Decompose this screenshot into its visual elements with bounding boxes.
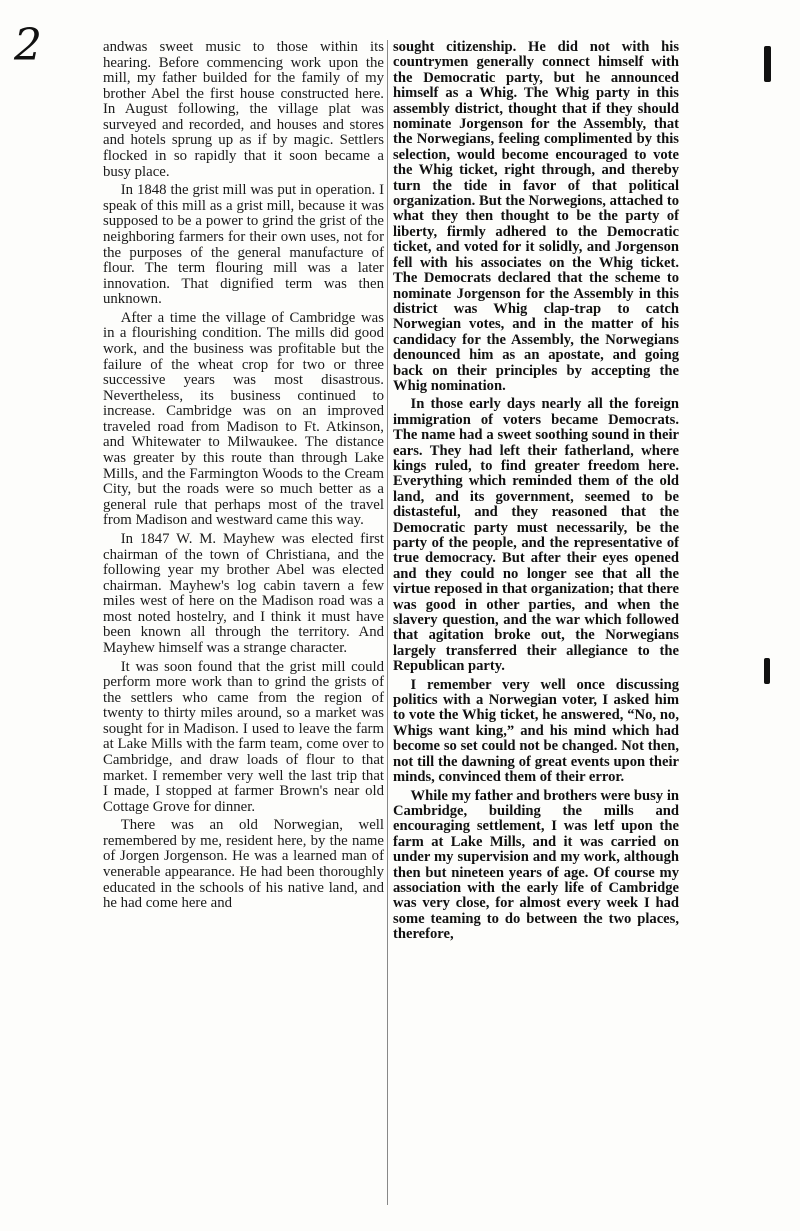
paragraph: andwas sweet music to those within its hearing. Before commencing work upon the mill, my father builded for the family of my brother Abel the first house constructed here. In August following, the village plat was surveyed and recorded, and houses and stores and hotels sprung up as if by magic. Settlers flocked in so rapidly that it soon became a busy place. bbox=[103, 39, 384, 180]
paragraph: While my father and brothers were busy in Cambridge, building the mills and encouraging settlement, I was letf upon the farm at Lake Mills, and it was carried on under my supervision and my work, although then but nineteen years of age. Of course my association with the early life of Cambridge was very close, for almost every week I had some teaming to do between the two places, therefore, bbox=[393, 787, 679, 943]
paragraph: I remember very well once discussing politics with a Norwegian voter, I asked him to vote the Whig ticket, he answered, “No, no, Whigs want king,” and his mind which had become so set could not be changed. Not then, not till the dawning of great events upon their minds, convinced them of their error. bbox=[393, 676, 679, 786]
paragraph: It was soon found that the grist mill could perform more work than to grind the grists of the settlers who came from the region of twenty to thirty miles around, so a market was sought for in Madison. I used to leave the farm at Lake Mills with the farm team, come over to Cambridge, and draw loads of flour to that market. I remember very well the last trip that I made, I stopped at farmer Brown's near old Cottage Grove for dinner. bbox=[103, 658, 384, 815]
paragraph: In 1848 the grist mill was put in operation. I speak of this mill as a grist mill, because it was supposed to be a power to grind the grist of the neighboring farmers for their own uses, not for the purposes of the general manufacture of flour. The term flouring mill was a later innovation. That dignified term was then unknown. bbox=[103, 182, 384, 308]
paragraph: In 1847 W. M. Mayhew was elected first chairman of the town of Christiana, and the following year my brother Abel was elected chairman. Mayhew's log cabin tavern a few miles west of here on the Madison road was a most noted hostelry, and I think it must have been known all through the territory. And Mayhew himself was a strange character. bbox=[103, 530, 384, 656]
scan-mark bbox=[764, 46, 771, 82]
scan-mark bbox=[764, 658, 770, 684]
paragraph: In those early days nearly all the foreign immigration of voters became Democrats. The name had a sweet soothing sound in their ears. They had left their fatherland, where kings ruled, to find greater freedom here. Everything which reminded them of the old land, and its government, seemed to be distasteful, and they reasoned that the Democratic party must necessarily, be the party of the people, and the representative of true democracy. But after their eyes opened and they could no longer see that all the virtue reposed in that organization; that there was good in other parties, and when the slavery question, and the war which followed that agitation broke out, the Norwegians largely transferred their allegiance to the Republican party. bbox=[393, 396, 679, 675]
page-number: 2 bbox=[14, 20, 42, 71]
paragraph: sought citizenship. He did not with his countrymen generally connect himself with the Democratic party, but he announced himself as a Whig. The Whig party in this assembly district, thought that if they should nominate Jorgenson for the Assembly, that the Norwegians, feeling complimented by this selection, would become encouraged to vote the Whig ticket, right through, and thereby turn the tide in favor of that political organization. But the Norwegions, attached to what they then thought to be the party of liberty, firmly adhered to the Democratic ticket, and voted for it solidly, and Jorgenson fell with his associates on the Whig ticket. The Democrats declared that the scheme to nominate Jorgenson for the Assembly in this district was Whig clap-trap to catch Norwegian votes, and in the matter of his candidacy for the Assembly, the Norwegians denounced him as an apostate, and going back on their principles by accepting the Whig nomination. bbox=[393, 39, 679, 394]
paragraph: There was an old Norwegian, well remembered by me, resident here, by the name of Jorgen Jorgenson. He was a learned man of venerable appearance. He had been thoroughly educated in the schools of his native land, and he had come here and bbox=[103, 817, 384, 912]
column-divider bbox=[387, 40, 388, 1205]
left-column bbox=[103, 40, 384, 1208]
right-column bbox=[393, 40, 679, 1208]
paragraph: After a time the village of Cambridge was in a flourishing condition. The mills did good work, and the business was profitable but the failure of the wheat crop for two or three successive years was most disastrous. Nevertheless, its business continued to increase. Cambridge was on an improved traveled road from Madison to Ft. Atkinson, and Whitewater to Milwaukee. The distance was greater by this route than through Lake Mills, and the Farmington Woods to the Cream City, but the roads were so much better as a general rule that perhaps most of the travel from Madison and westward came this way. bbox=[103, 309, 384, 529]
